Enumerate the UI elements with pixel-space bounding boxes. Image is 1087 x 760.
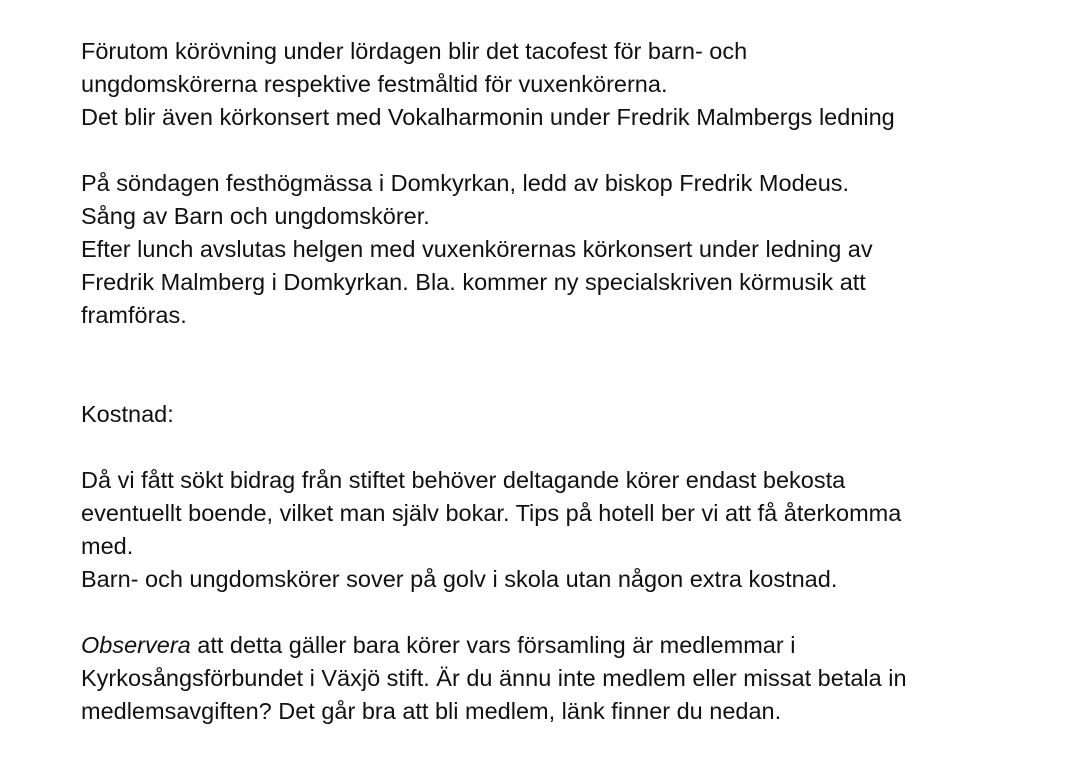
heading-text: Kostnad:: [81, 401, 174, 427]
text-line: Kyrkosångsförbundet i Växjö stift. Är du ännu inte medlem eller missat betala in: [81, 665, 907, 691]
text-line: [81, 629, 1081, 662]
text-fragment: att detta gäller bara körer vars församling är medlemmar i: [190, 632, 796, 658]
paragraph-saturday: [81, 35, 1081, 134]
text-line: framföras.: [81, 302, 187, 328]
text-line: Det blir även körkonsert med Vokalharmonin under Fredrik Malmbergs ledning: [81, 104, 895, 130]
text-line: Efter lunch avslutas helgen med vuxenkörernas körkonsert under ledning av: [81, 236, 873, 262]
text-line: Förutom körövning under lördagen blir det tacofest för barn- och: [81, 38, 748, 64]
document-body: [81, 35, 1081, 728]
paragraph-spacer: [81, 332, 1081, 398]
paragraph-cost: [81, 464, 1081, 596]
cost-heading: [81, 398, 1081, 431]
text-line: Då vi fått sökt bidrag från stiftet behöver deltagande körer endast bekosta: [81, 467, 846, 493]
paragraph-observe: [81, 629, 1081, 728]
paragraph-spacer: [81, 134, 1081, 167]
text-line: På söndagen festhögmässa i Domkyrkan, ledd av biskop Fredrik Modeus.: [81, 170, 850, 196]
paragraph-spacer: [81, 596, 1081, 629]
text-line: eventuellt boende, vilket man själv bokar. Tips på hotell ber vi att få återkomma: [81, 500, 902, 526]
text-line: Sång av Barn och ungdomskörer.: [81, 203, 430, 229]
text-line: Barn- och ungdomskörer sover på golv i skola utan någon extra kostnad.: [81, 566, 838, 592]
text-line: Fredrik Malmberg i Domkyrkan. Bla. kommer ny specialskriven körmusik att: [81, 269, 866, 295]
paragraph-sunday: [81, 167, 1081, 332]
emphasis-text: Observera: [81, 632, 191, 658]
paragraph-spacer: [81, 431, 1081, 464]
text-line: ungdomskörerna respektive festmåltid för vuxenkörerna.: [81, 71, 668, 97]
text-line: medlemsavgiften? Det går bra att bli medlem, länk finner du nedan.: [81, 698, 782, 724]
text-line: med.: [81, 533, 134, 559]
